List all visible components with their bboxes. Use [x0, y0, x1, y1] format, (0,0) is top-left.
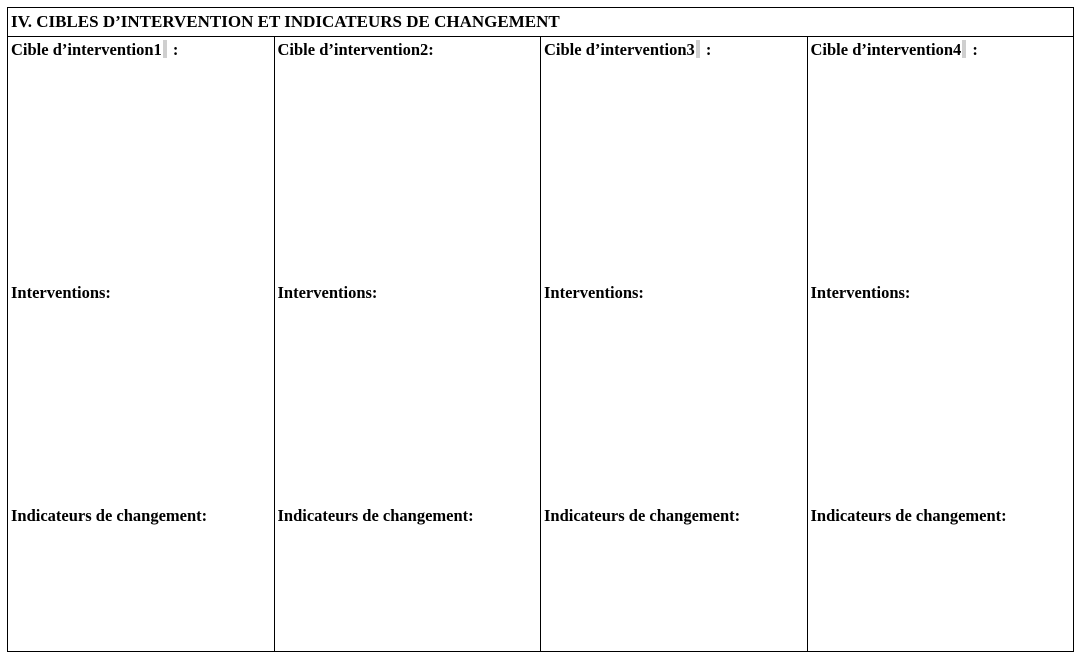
target-label-1: [11, 40, 178, 60]
target-label-text: Cible d’intervention1: [11, 40, 162, 59]
target-label-text: Cible d’intervention2: [277, 40, 429, 59]
indicators-label-3: Indicateurs de changement:: [544, 506, 741, 525]
target-label-text: Cible d’intervention4: [810, 40, 962, 59]
field-mark: [163, 40, 167, 58]
target-label-4: [811, 40, 978, 60]
indicators-label-2: Indicateurs de changement:: [277, 506, 474, 525]
target-label-3: [544, 40, 711, 60]
target-label-suffix: :: [168, 40, 179, 59]
target-label-text: Cible d’intervention3: [544, 40, 695, 59]
target-column-4[interactable]: [808, 37, 1074, 651]
target-label-2: [278, 40, 434, 60]
target-label-suffix: :: [968, 40, 978, 59]
target-label-suffix: :: [701, 40, 712, 59]
section-title: IV. CIBLES D’INTERVENTION ET INDICATEURS DE CHANGEMENT: [8, 8, 1073, 37]
interventions-label-2: Interventions:: [277, 283, 378, 302]
intervention-targets-table: [7, 7, 1074, 652]
indicators-label-4: Indicateurs de changement:: [810, 506, 1007, 525]
target-columns: [8, 37, 1073, 651]
field-mark: [962, 40, 966, 58]
interventions-label-1: Interventions:: [11, 283, 111, 302]
target-column-2[interactable]: [275, 37, 542, 651]
indicators-label-1: Indicateurs de changement:: [11, 506, 208, 525]
interventions-label-3: Interventions:: [544, 283, 644, 302]
field-mark: [696, 40, 700, 58]
target-column-1[interactable]: [8, 37, 275, 651]
interventions-label-4: Interventions:: [810, 283, 911, 302]
target-label-suffix: :: [428, 40, 434, 59]
target-column-3[interactable]: [541, 37, 808, 651]
